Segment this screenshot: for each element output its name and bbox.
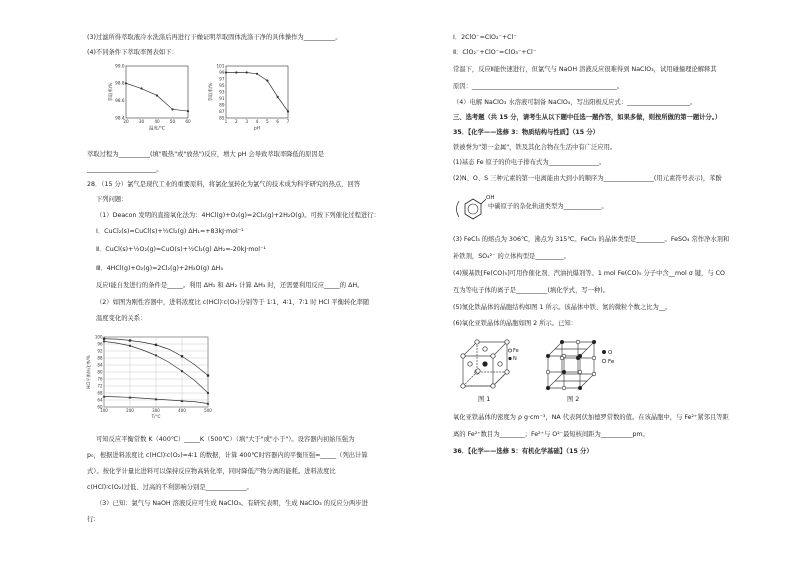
y-tick-label: 99: [219, 69, 225, 75]
data-point: [225, 71, 227, 73]
y-tick-label: 101: [216, 63, 225, 69]
y-axis-label: HCl平衡转化率/%: [86, 355, 91, 389]
chart-temperature: [108, 62, 194, 136]
x-tick-label: 40: [154, 119, 160, 125]
data-point: [156, 94, 158, 96]
x-tick-label: 200: [126, 408, 134, 413]
q35-intro: 铁被誉为"第一金属"，铁及其化合物在生活中有广泛应用。: [453, 144, 617, 151]
q35-3-cont: 补铁剂，SO₄²⁻ 的立体构型是_________。: [453, 253, 570, 260]
y-tick-label: 92: [97, 348, 103, 354]
x-axis-label: T/℃: [151, 415, 161, 420]
data-point: [207, 392, 209, 394]
data-point: [103, 338, 105, 340]
x-tick-label: 400: [178, 408, 186, 413]
data-point: [140, 87, 142, 89]
q35-6-cont2: 离的 Fe²⁺数目为________；Fe²⁺与 O²⁻最短核间距为__________pm。: [453, 431, 649, 438]
data-point: [266, 80, 268, 82]
q28-p5: 可知反应平衡常数 K（400℃）_____K（500℃）（填"大于"或"小于"）。设容器内初始压强为: [96, 436, 355, 443]
right-line-5: （4）电解 NaClO₃ 水溶液可制备 NaClO₄，写出阳极反应式：____________________。: [453, 99, 697, 106]
q35-2: (2)N、O、S 三种元素的第一电离能由大到小的顺序为________________(用元素符号表示)，苯酚: [453, 175, 722, 182]
data-point: [129, 345, 131, 347]
data-point: [181, 370, 183, 372]
y-axis-label: 萃取率/%: [109, 82, 114, 102]
y-tick-label: 68: [97, 390, 103, 396]
left-line-3: 萃取过程为__________(填"吸热"或"放热")反应，增大 pH 会导致萃取率降低的原因是: [87, 151, 325, 158]
y-tick-label: 60: [97, 404, 103, 410]
right-line-4: 原因：______________________________________________。: [453, 83, 624, 90]
q35-2-cont: 中碳原子的杂化轨道类型为____________。: [488, 203, 608, 210]
q28-p8: c(HCl)∶c(O₂)过低、过高的不利影响分别是_____________。: [87, 484, 253, 491]
left-line-1: (3)过滤所得萃取液冷水洗涤后再进行干燥证明萃取固体洗涤干净的具体操作为__________。: [87, 34, 342, 41]
legend-fe-1: Fe: [513, 348, 519, 354]
y-tick-label: 89: [219, 102, 225, 108]
x-tick-label: 60: [185, 119, 191, 125]
q35-6: (6)氧化亚铁晶体的晶胞如图 2 所示。已知：: [453, 320, 577, 327]
y-tick-label: 98.4: [115, 115, 125, 121]
y-tick-label: 100: [94, 334, 103, 340]
q28-p6: p₀，根据进料浓度比 c(HCl)∶c(O₂)=4∶1 的数据，计算 400℃时容器内的平衡压强=_____（列出计算: [87, 452, 368, 459]
data-point: [277, 96, 279, 98]
data-point: [287, 110, 289, 112]
y-tick-label: 93: [219, 89, 225, 95]
x-tick-label: 6: [276, 119, 280, 125]
q28-title-cont: 下列问题：: [96, 196, 128, 203]
x-tick-label: 100: [100, 408, 108, 413]
data-point: [187, 110, 189, 112]
figure-2-caption: 图 2: [567, 396, 580, 403]
q35-6-cont: 氧化亚铁晶体的密度为 ρ g·cm⁻³，NA 代表阿伏加德罗常数的值。在该晶胞中，与 Fe²⁺紧邻且等距: [453, 414, 729, 421]
oh-label: OH: [486, 195, 495, 201]
chart-hcl-conversion: [86, 333, 216, 425]
y-tick-label: 97: [219, 76, 225, 82]
right-line-3: 常温下，反应Ⅱ能快速进行，但氯气与 NaOH 溶液反应很难得到 NaClO₃，试用碰撞理论解释其: [453, 66, 717, 73]
x-tick-label: 30: [138, 119, 145, 125]
legend-fe-2: Fe: [608, 359, 615, 365]
x-tick-label: 50: [169, 119, 176, 125]
legend-o: O: [608, 350, 613, 356]
x-tick-label: 7: [286, 119, 290, 125]
q28-p2: 反应Ⅰ能自发进行的条件是_____。利用 ΔH₁ 和 ΔH₂ 计算 ΔH₃ 时，还需要利用反应_____的 ΔH。: [96, 282, 364, 289]
chart-ph: [208, 62, 294, 136]
left-line-4: ______________________。: [87, 166, 163, 173]
q35-3: (3) FeCl₃ 的熔点为 306℃，沸点为 315℃。FeCl₃ 的晶体类型是_________。FeSO₄ 常作净水剂和: [453, 236, 730, 243]
reaction-1: Ⅰ．CuCl₂(s)=CuCl(s)+½Cl₂(g) ΔH₁=+83kJ·mol⁻¹: [96, 228, 244, 235]
q35-title: 35．【化学——选修 3：物质结构与性质】（15 分）: [453, 129, 599, 136]
x-tick-label: 500: [204, 408, 212, 413]
figure-1-caption: 图 1: [478, 396, 491, 403]
q28-p9: （3）已知：氯气与 NaOH 溶液反应可生成 NaClO₃。有研究表明，生成 NaClO₃ 的反应分两步进: [96, 500, 368, 507]
y-tick-label: 76: [97, 376, 103, 382]
q35-1: (1)基态 Fe 原子的价电子排布式为________________。: [453, 159, 606, 166]
legend-n: N: [513, 356, 517, 362]
data-point: [235, 71, 237, 73]
y-tick-label: 99.0: [115, 63, 125, 69]
right-reaction-2: Ⅱ．ClO₂⁻+ClO⁻=ClO₃⁻+Cl⁻: [453, 49, 537, 56]
x-tick-label: 1: [224, 119, 228, 125]
q28-p7: 式）。按化学计量比进料可以保持反应物高转化率，同时降低产物分离的能耗。进料浓度比: [87, 468, 336, 475]
data-point: [155, 344, 157, 346]
y-tick-label: 98.6: [115, 98, 125, 104]
y-tick-label: 96: [97, 341, 103, 347]
y-tick-label: 72: [97, 383, 103, 389]
x-tick-label: 5: [265, 119, 269, 125]
y-tick-label: 98.8: [115, 80, 125, 86]
reaction-3: Ⅲ．4HCl(g)+O₂(g)=2Cl₂(g)+2H₂O(g) ΔH₃: [96, 265, 223, 272]
q28-p4: 温度变化的关系：: [96, 315, 147, 322]
right-reaction-1: Ⅰ．2ClO⁻=ClO₂⁻+Cl⁻: [453, 34, 517, 41]
data-point: [181, 355, 183, 357]
q28-title: 28．（15 分）氯气是现代工业的重要原料，将氯化氢转化为氯气的技术成为科学研究的热点，回答: [87, 181, 361, 188]
y-tick-label: 84: [97, 362, 103, 368]
q35-5: (5)氮化铁晶体的晶胞结构如图 1 所示。该晶体中铁、氮的微粒个数之比为__。: [453, 304, 672, 311]
q28-part1: （1）Deacon 发明的直接氧化法为：4HCl(g)+O₂(g)=2Cl₂(g)+2H₂O(g)。可按下列催化过程进行：: [96, 212, 380, 219]
data-point: [129, 339, 131, 341]
y-tick-label: 80: [97, 369, 103, 375]
q36-title: 36．【化学——选修 5：有机化学基础】（15 分）: [453, 448, 593, 455]
y-tick-label: 95: [219, 82, 225, 88]
y-tick-label: 87: [219, 108, 225, 114]
data-point: [207, 374, 209, 376]
data-point: [256, 73, 258, 75]
crystal-figure-2: [542, 334, 622, 396]
series-line: [226, 73, 288, 112]
q35-4-cont: 互为等电子体的离子是__________(填化学式，写一种)。: [453, 287, 610, 294]
x-tick-label: 3: [245, 119, 249, 125]
data-point: [103, 340, 105, 342]
q28-p10: 行：: [87, 516, 100, 523]
y-tick-label: 85: [219, 115, 225, 121]
x-axis-label: pH: [253, 126, 261, 132]
series-line: [126, 83, 188, 111]
y-tick-label: 88: [97, 355, 103, 361]
q35-4: (4)羰基铁[Fe(CO)₅]可用作催化剂、汽油抗爆剂等。1 mol Fe(CO)₅ 分子中含__mol σ 键，与 CO: [453, 270, 725, 277]
section-three-heading: 三、选考题（共 15 分，请考生从以下题中任选一题作答，如果多做，则按所做的第一题计分。）: [453, 114, 722, 121]
y-axis-label: 萃取率/%: [209, 82, 214, 102]
data-point: [171, 108, 173, 110]
q28-p3: （2）如图为刚性容器中，进料浓度比 c(HCl)∶c(O₂)分别等于 1∶1、4∶1、7∶1 时 HCl 平衡转化率随: [96, 299, 370, 306]
data-point: [155, 354, 157, 356]
data-point: [246, 71, 248, 73]
x-tick-label: 300: [152, 408, 160, 413]
reaction-2: Ⅱ．CuCl(s)+½O₂(g)=CuO(s)+½Cl₂(g) ΔH₂=-20kJ·mol⁻¹: [96, 246, 266, 253]
y-tick-label: 64: [97, 397, 103, 403]
data-point: [125, 82, 127, 84]
left-line-2: (4)不同条件下萃取率图表如下：: [87, 49, 178, 56]
x-tick-label: 20: [123, 119, 129, 125]
y-tick-label: 91: [219, 95, 225, 101]
crystal-figure-1: [455, 334, 527, 396]
x-tick-label: 4: [255, 119, 259, 125]
x-tick-label: 2: [234, 119, 238, 125]
x-axis-label: 温度/℃: [149, 126, 165, 132]
